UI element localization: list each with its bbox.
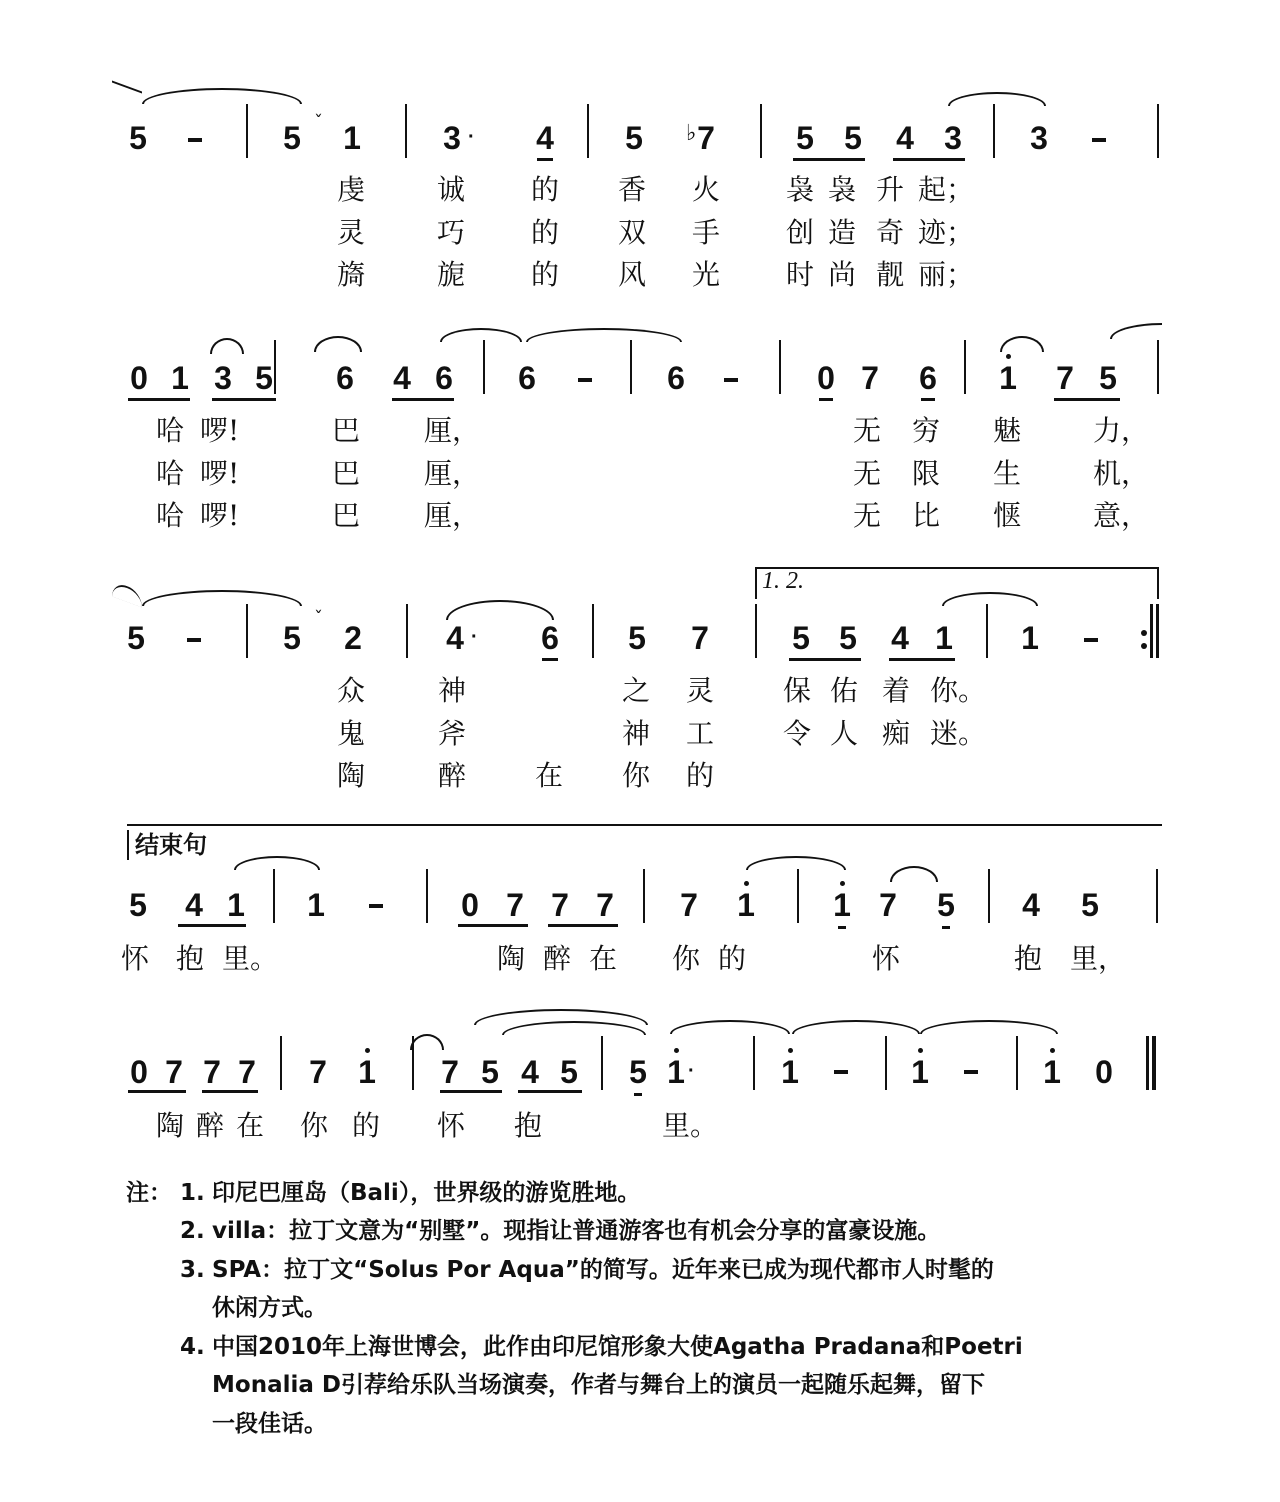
- note: 3: [443, 120, 461, 156]
- note: 3: [944, 120, 962, 156]
- barline: [1016, 1036, 1018, 1090]
- lyric: 啰!: [200, 414, 240, 447]
- high-octave-dot: [918, 1048, 923, 1053]
- underline: [542, 658, 558, 661]
- underline: [458, 924, 528, 927]
- note: 5: [934, 887, 958, 923]
- lyric: 哈: [156, 499, 185, 532]
- barline: [426, 869, 428, 923]
- lyric: 无: [853, 414, 882, 447]
- lyric: 尚: [828, 258, 857, 291]
- note: 1: [171, 360, 189, 396]
- lyric: 火: [692, 173, 721, 206]
- note: 1: [908, 1054, 932, 1090]
- barline: [246, 104, 248, 158]
- note: 1: [307, 887, 325, 923]
- tie: [526, 328, 682, 342]
- barline: [1157, 340, 1159, 394]
- barline: [601, 1036, 603, 1090]
- note: 6: [435, 360, 453, 396]
- lyric: 众: [337, 674, 366, 707]
- lyric: 在: [236, 1109, 265, 1142]
- note: 7: [1056, 360, 1074, 396]
- note: 7: [165, 1054, 183, 1090]
- lyric: 灵: [686, 674, 715, 707]
- lyric: 巴: [332, 499, 361, 532]
- lyric: 创: [786, 216, 815, 249]
- extension-dash: [1084, 638, 1098, 642]
- note: 7: [861, 360, 879, 396]
- lyric: 哈: [156, 414, 185, 447]
- note: 5: [1099, 360, 1117, 396]
- note: 5: [844, 120, 862, 156]
- underline: [893, 158, 965, 161]
- lyric: 意，: [1093, 499, 1150, 532]
- note: 5: [255, 360, 273, 396]
- lyric: 双: [618, 216, 647, 249]
- note: 6: [667, 360, 685, 396]
- final-barline: [1146, 1036, 1149, 1090]
- lyric: 生: [993, 457, 1022, 490]
- coda-bracket: [127, 824, 1162, 826]
- footnote-text: villa：拉丁文意为“别墅”。现指让普通游客也有机会分享的富豪设施。: [212, 1218, 941, 1244]
- note: 5: [625, 120, 643, 156]
- note: 7: [238, 1054, 256, 1090]
- note: 1: [355, 1054, 379, 1090]
- lyric: 在: [589, 942, 618, 975]
- underline: [212, 398, 276, 401]
- volta-bracket: [755, 567, 1159, 599]
- note: 1: [778, 1054, 802, 1090]
- lyric: 巴: [332, 414, 361, 447]
- lyric: 工: [686, 717, 715, 750]
- note: 0: [817, 360, 835, 396]
- underline: [1054, 398, 1120, 401]
- note: 1: [734, 887, 758, 923]
- lyric: 手: [692, 216, 721, 249]
- augmentation-dot: ·: [468, 126, 475, 148]
- barline: [885, 1036, 887, 1090]
- underline: [440, 1090, 502, 1093]
- lyric: 迹；: [918, 216, 975, 249]
- underline: [537, 158, 553, 161]
- lyric: 里。: [662, 1109, 719, 1142]
- lyric: 旖: [337, 258, 366, 291]
- slur: [890, 866, 938, 882]
- footnote-text-continued: 一段佳话。: [212, 1411, 327, 1437]
- slur: [410, 1034, 444, 1050]
- barline: [993, 104, 995, 158]
- tie: [746, 856, 846, 870]
- underline: [793, 158, 865, 161]
- lyric: 厘，: [424, 499, 481, 532]
- lyric: 令: [783, 717, 812, 750]
- extension-dash: [724, 378, 738, 382]
- high-octave-dot: [1006, 354, 1011, 359]
- note: 7: [551, 887, 569, 923]
- note: 1: [1040, 1054, 1064, 1090]
- note: 0: [461, 887, 479, 923]
- lyric: 时: [786, 258, 815, 291]
- lyric: 力，: [1093, 414, 1150, 447]
- underline: [942, 926, 950, 929]
- barline: [643, 869, 645, 923]
- underline: [128, 1090, 186, 1093]
- underline: [392, 398, 454, 401]
- underline: [178, 924, 246, 927]
- note: 5: [560, 1054, 578, 1090]
- note: 6: [336, 360, 354, 396]
- barline: [988, 869, 990, 923]
- footnote-number: 3.: [180, 1257, 205, 1283]
- slur: [1000, 336, 1044, 352]
- breath-mark-icon: ˇ: [314, 608, 323, 629]
- note: 0: [130, 360, 148, 396]
- extension-dash: [369, 904, 383, 908]
- high-octave-dot: [674, 1048, 679, 1053]
- note: 1: [996, 360, 1020, 396]
- lyric: 造: [828, 216, 857, 249]
- lyric: 啰!: [200, 457, 240, 490]
- note: 3: [1030, 120, 1048, 156]
- lyric: 之: [622, 674, 651, 707]
- note: 4: [185, 887, 203, 923]
- note: 5: [796, 120, 814, 156]
- tie: [142, 88, 302, 104]
- lyric: 你。: [930, 674, 987, 707]
- extension-dash: [964, 1070, 978, 1074]
- note: 5: [129, 120, 147, 156]
- lyric: 魅: [993, 414, 1022, 447]
- lyric: 比: [912, 499, 941, 532]
- lyric: 保: [783, 674, 812, 707]
- repeat-barline: [1156, 604, 1159, 658]
- lyric: 巴: [332, 457, 361, 490]
- barline: [273, 869, 275, 923]
- extension-dash: [1092, 138, 1106, 142]
- high-octave-dot: [744, 881, 749, 886]
- lyric: 灵: [337, 216, 366, 249]
- lyric: 抱: [1014, 942, 1043, 975]
- tie: [234, 856, 320, 870]
- lyric: 醉: [196, 1109, 225, 1142]
- lyric: 的: [531, 258, 560, 291]
- underline: [838, 926, 846, 929]
- note: 4: [891, 620, 909, 656]
- lyric: 旎: [437, 258, 466, 291]
- note: 4: [521, 1054, 539, 1090]
- note: 5: [129, 887, 147, 923]
- lyric: 限: [912, 457, 941, 490]
- barline: [779, 340, 781, 394]
- footnote-text-continued: 休闲方式。: [212, 1295, 327, 1321]
- footnote-text: 印尼巴厘岛（Bali），世界级的游览胜地。: [212, 1180, 641, 1206]
- note: 7: [506, 887, 524, 923]
- underline: [128, 398, 190, 401]
- tie: [792, 1020, 920, 1034]
- note: 5: [481, 1054, 499, 1090]
- lyric: 光: [692, 258, 721, 291]
- note: 3: [214, 360, 232, 396]
- tie: [670, 1020, 790, 1034]
- lyric: 陶: [156, 1109, 185, 1142]
- lyric: 升: [876, 173, 905, 206]
- lyric: 奇: [876, 216, 905, 249]
- footnote-text-continued: Monalia D引荐给乐队当场演奏，作者与舞台上的演员一起随乐起舞，留下: [212, 1372, 985, 1398]
- note: 5: [1081, 887, 1099, 923]
- lyric: 里。: [222, 942, 279, 975]
- barline: [405, 104, 407, 158]
- note: 7: [879, 887, 897, 923]
- note: 7: [309, 1054, 327, 1090]
- lyric: 怀: [872, 942, 901, 975]
- note: 4: [536, 120, 554, 156]
- volta-label: 1. 2.: [762, 568, 804, 594]
- lyric: 丽；: [918, 258, 975, 291]
- note: 0: [130, 1054, 148, 1090]
- high-octave-dot: [788, 1048, 793, 1053]
- note: 5: [792, 620, 810, 656]
- note: 5: [839, 620, 857, 656]
- barline: [753, 1036, 755, 1090]
- lyric: 厘，: [424, 457, 481, 490]
- barline: [280, 1036, 282, 1090]
- barline: [246, 604, 248, 658]
- lyric: 佑: [830, 674, 859, 707]
- note: 6: [518, 360, 536, 396]
- barline: [1156, 869, 1158, 923]
- lyric: 袅: [828, 173, 857, 206]
- lyric: 抱: [176, 942, 205, 975]
- lyric: 的: [531, 216, 560, 249]
- repeat-barline[interactable]: [1150, 604, 1153, 658]
- note: 1: [343, 120, 361, 156]
- lyric: 风: [618, 258, 647, 291]
- lyric: 痴: [882, 717, 911, 750]
- slur: [446, 600, 554, 620]
- lyric: 迷。: [930, 717, 987, 750]
- underline: [548, 924, 618, 927]
- lyric: 你: [672, 942, 701, 975]
- lyric: 无: [853, 499, 882, 532]
- tie-in: [112, 81, 142, 108]
- lyric: 起；: [918, 173, 975, 206]
- note: 4: [446, 620, 464, 656]
- lyric: 靓: [876, 258, 905, 291]
- lyric: 神: [438, 674, 467, 707]
- note: 1: [664, 1054, 688, 1090]
- tie: [440, 328, 522, 342]
- lyric: 鬼: [337, 717, 366, 750]
- note: 5: [626, 1054, 650, 1090]
- lyric: 你: [300, 1109, 329, 1142]
- lyric: 怀: [437, 1109, 466, 1142]
- lyric: 的: [352, 1109, 381, 1142]
- tie-out: [1110, 323, 1162, 339]
- lyric: 穷: [912, 414, 941, 447]
- note: 7: [691, 620, 709, 656]
- repeat-dot: [1141, 630, 1147, 636]
- extension-dash: [578, 378, 592, 382]
- barline: [274, 340, 276, 394]
- underline: [634, 1093, 642, 1096]
- high-octave-dot: [365, 1048, 370, 1053]
- augmentation-dot: ·: [688, 1060, 695, 1082]
- note: 1: [227, 887, 245, 923]
- lyric: 无: [853, 457, 882, 490]
- note: 1: [935, 620, 953, 656]
- lyric: 陶: [497, 942, 526, 975]
- lyric: 斧: [438, 717, 467, 750]
- slur: [314, 336, 362, 352]
- barline: [760, 104, 762, 158]
- note: 7: [596, 887, 614, 923]
- lyric: 虔: [337, 173, 366, 206]
- breath-mark-icon: ˇ: [314, 112, 323, 133]
- underline: [789, 658, 861, 661]
- footnote-number: 1.: [180, 1180, 205, 1206]
- lyric: 抱: [514, 1109, 543, 1142]
- lyric: 啰!: [200, 499, 240, 532]
- augmentation-dot: ·: [471, 626, 478, 648]
- underline: [921, 398, 935, 401]
- repeat-dot: [1141, 643, 1147, 649]
- lyric: 的: [686, 759, 715, 792]
- footnote-text: 中国2010年上海世博会，此作由印尼馆形象大使Agatha Pradana和Poetri: [212, 1334, 1023, 1360]
- lyric: 人: [830, 717, 859, 750]
- note: 5: [127, 620, 145, 656]
- tie: [948, 92, 1046, 106]
- lyric: 在: [535, 759, 564, 792]
- barline: [986, 604, 988, 658]
- note: 1: [1021, 620, 1039, 656]
- flat-icon: ♭: [686, 121, 697, 146]
- lyric: 诚: [437, 173, 466, 206]
- note: 4: [896, 120, 914, 156]
- lyric: 里，: [1070, 942, 1127, 975]
- tie: [920, 1020, 1058, 1034]
- underline: [202, 1090, 258, 1093]
- tie-in: [112, 581, 142, 608]
- barline: [406, 604, 408, 658]
- coda-label: 结束句: [127, 830, 207, 860]
- note: 7: [680, 887, 698, 923]
- lyric: 醉: [543, 942, 572, 975]
- lyric: 惬: [993, 499, 1022, 532]
- barline: [755, 604, 757, 658]
- footnote-number: 2.: [180, 1218, 205, 1244]
- barline: [630, 340, 632, 394]
- lyric: 厘，: [424, 414, 481, 447]
- note: 2: [344, 620, 362, 656]
- note: 7: [203, 1054, 221, 1090]
- barline: [964, 340, 966, 394]
- note: 6: [541, 620, 559, 656]
- slur: [210, 338, 244, 354]
- lyric: 哈: [156, 457, 185, 490]
- lyric: 机，: [1093, 457, 1150, 490]
- footnote-text: SPA：拉丁文“Solus Por Aqua”的简写。近年来已成为现代都市人时髦的: [212, 1257, 994, 1283]
- note: 4: [393, 360, 411, 396]
- lyric: 的: [531, 173, 560, 206]
- lyric: 袅: [786, 173, 815, 206]
- note: 5: [628, 620, 646, 656]
- footnote-prefix: 注：: [126, 1180, 172, 1206]
- lyric: 着: [882, 674, 911, 707]
- note: 1: [830, 887, 854, 923]
- barline: [483, 340, 485, 394]
- note: 5: [283, 620, 301, 656]
- extension-dash: [188, 138, 202, 142]
- underline: [518, 1090, 582, 1093]
- extension-dash: [187, 638, 201, 642]
- barline: [587, 104, 589, 158]
- barline: [1157, 104, 1159, 158]
- underline: [889, 658, 955, 661]
- underline: [819, 398, 833, 401]
- lyric: 香: [618, 173, 647, 206]
- lyric: 神: [622, 717, 651, 750]
- high-octave-dot: [1050, 1048, 1055, 1053]
- high-octave-dot: [840, 881, 845, 886]
- footnote-number: 4.: [180, 1334, 205, 1360]
- extension-dash: [834, 1070, 848, 1074]
- barline: [797, 869, 799, 923]
- note: 5: [283, 120, 301, 156]
- lyric: 怀: [121, 942, 150, 975]
- lyric: 醉: [438, 759, 467, 792]
- note: 7: [441, 1054, 459, 1090]
- note: ♭ 7: [694, 120, 718, 156]
- note: 4: [1022, 887, 1040, 923]
- note: 0: [1095, 1054, 1113, 1090]
- final-barline: [1152, 1036, 1156, 1090]
- note: 6: [919, 360, 937, 396]
- barline: [592, 604, 594, 658]
- lyric: 巧: [437, 216, 466, 249]
- lyric: 陶: [337, 759, 366, 792]
- lyric: 你: [622, 759, 651, 792]
- lyric: 的: [718, 942, 747, 975]
- tie: [142, 590, 302, 606]
